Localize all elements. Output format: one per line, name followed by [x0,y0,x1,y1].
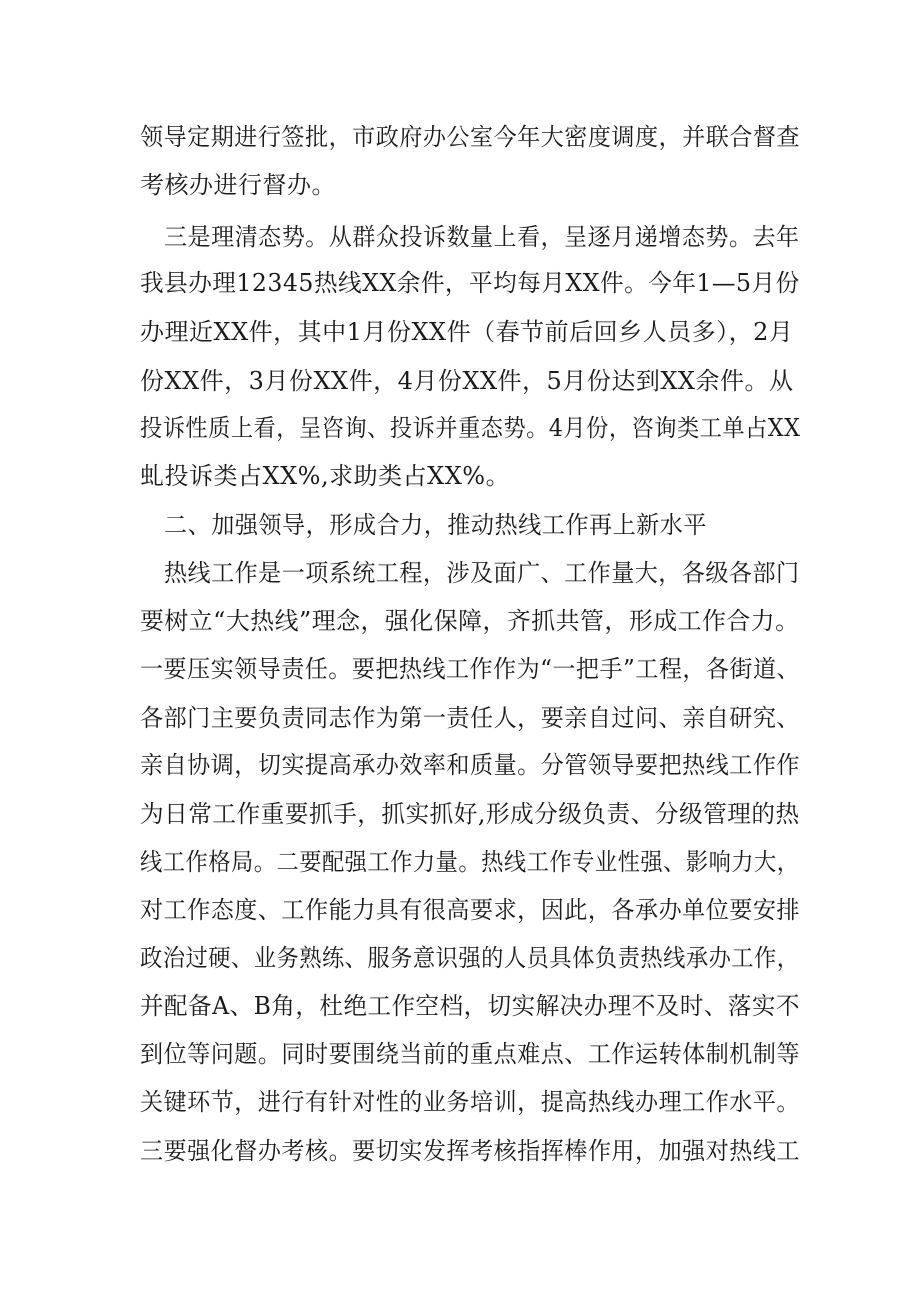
text-line: 份XX件，3月份XX件，4月份XX件，5月份达到XX余件。从 [140,367,794,395]
text-line: 热线工作是一项系统工程，涉及面广、工作量大，各级各部门 [164,559,800,587]
text-line: 一要压实领导责任。要把热线工作作为“一把手”工程，各街道、 [140,655,801,683]
text-line: 为日常工作重要抓手，抓实抓好,形成分级负责、分级管理的热 [140,800,800,828]
text-line: 领导定期进行签批，市政府办公室今年大密度调度，并联合督查 [140,123,800,151]
text-line: 要树立“大热线”理念，强化保障，齐抓共管，形成工作合力。 [140,607,800,635]
text-line: 政治过硬、业务熟练、服务意识强的人员具体负责热线承办工作， [140,944,800,972]
text-line: 到位等问题。同时要围绕当前的重点难点、工作运转体制机制等 [140,1040,800,1068]
text-line: 关键环节，进行有针对性的业务培训，提高热线办理工作水平。 [140,1088,800,1116]
text-line: 对工作态度、工作能力具有很高要求，因此，各承办单位要安排 [140,896,800,924]
text-line: 并配备A、B角，杜绝工作空档，切实解决办理不及时、落实不 [140,992,800,1020]
text-line: 线工作格局。二要配强工作力量。热线工作专业性强、影响力大， [140,848,800,876]
text-line: 投诉性质上看，呈咨询、投诉并重态势。4月份，咨询类工单占XX [140,414,801,442]
section-heading: 二、加强领导，形成合力，推动热线工作再上新水平 [164,511,708,539]
text-line: 三是理清态势。从群众投诉数量上看，呈逐月递增态势。去年 [164,223,800,251]
text-line: 虬投诉类占XX%,求助类占XX%。 [140,462,511,490]
text-line: 三要强化督办考核。要切实发挥考核指挥棒作用，加强对热线工 [140,1137,800,1165]
text-line: 亲自协调，切实提高承办效率和质量。分管领导要把热线工作作 [140,751,800,779]
text-line: 办理近XX件，其中1月份XX件（春节前后回乡人员多），2月 [140,318,794,346]
text-line: 各部门主要负责同志作为第一责任人，要亲自过问、亲自研究、 [140,704,800,732]
text-line: 考核办进行督办。 [140,171,336,199]
text-line: 我县办理12345热线XX余件，平均每月XX件。今年1—5月份 [140,269,800,297]
